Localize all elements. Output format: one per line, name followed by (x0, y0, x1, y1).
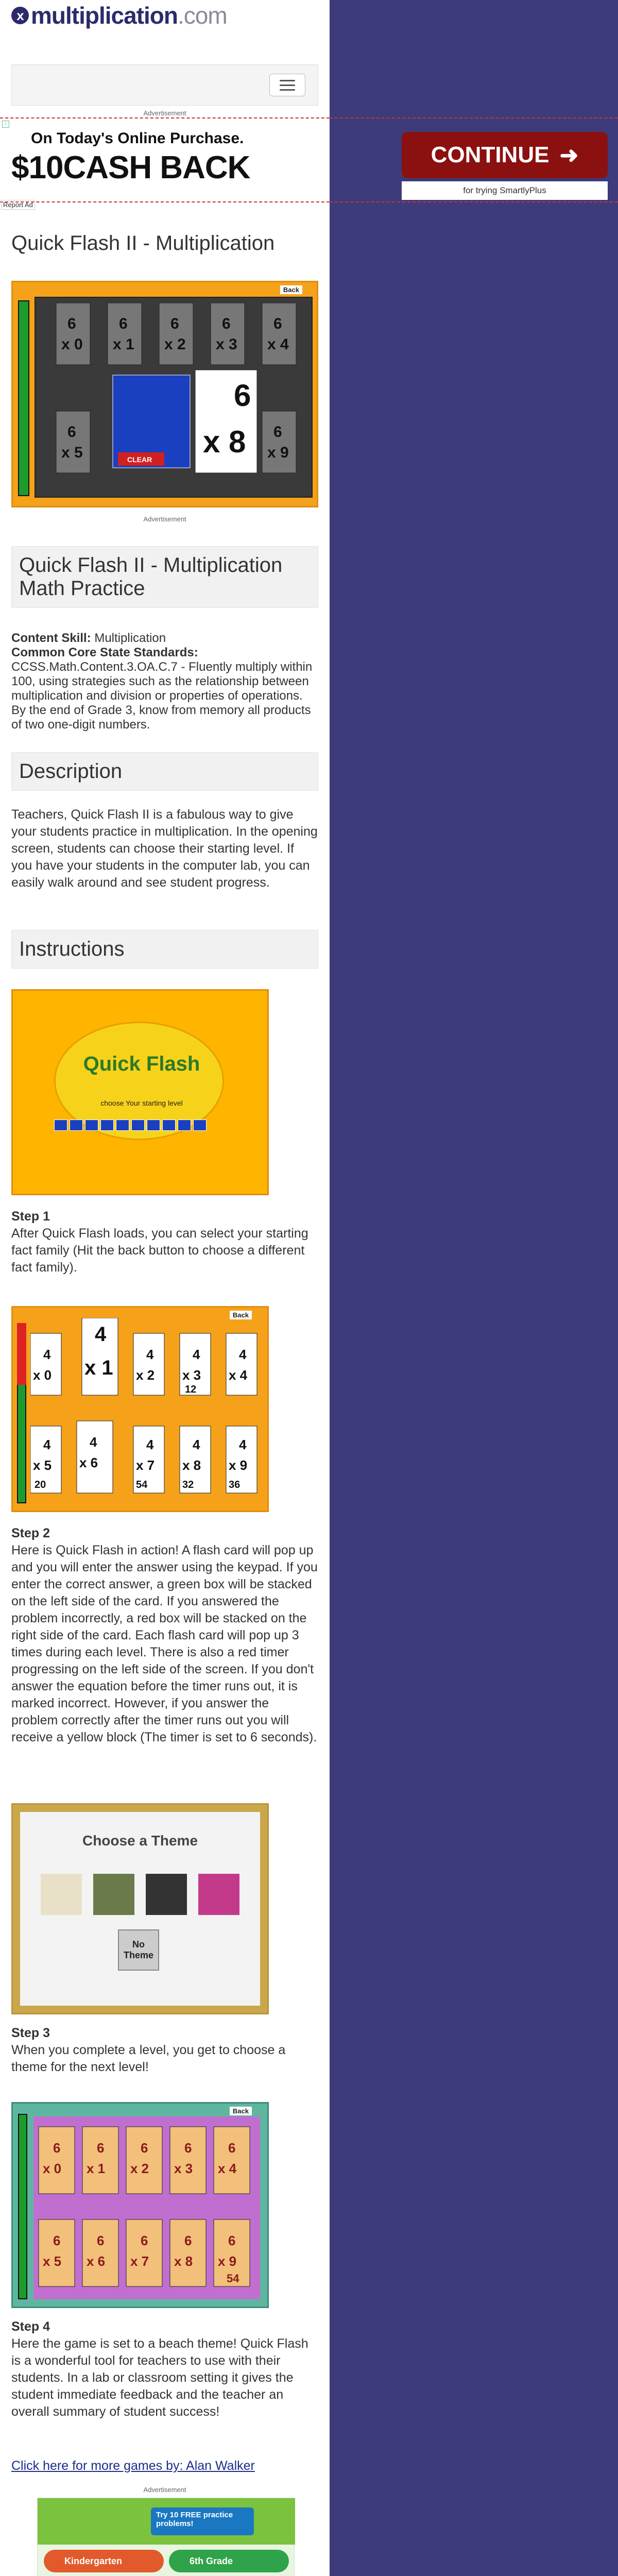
more-games-paragraph (11, 2458, 318, 2475)
skill-value: Multiplication (94, 631, 166, 645)
svg-text:6: 6 (234, 378, 251, 413)
theme-option-beach[interactable] (41, 1874, 82, 1915)
svg-text:6: 6 (53, 2233, 61, 2248)
theme-title: Choose a Theme (82, 1833, 198, 1849)
step2-screenshot (11, 1306, 269, 1512)
menu-toggle-button[interactable] (269, 74, 305, 96)
svg-text:x 4: x 4 (218, 2161, 237, 2176)
back-label: Back (230, 2107, 252, 2115)
svg-text:6: 6 (170, 315, 179, 332)
step3-screenshot (11, 1803, 269, 2014)
section-heading-instructions: Instructions (11, 930, 318, 969)
back-label: Back (230, 1311, 252, 1319)
level-button[interactable] (85, 1120, 98, 1131)
svg-text:x 1: x 1 (84, 1357, 113, 1379)
logo-name: multiplication (31, 2, 178, 29)
svg-text:x 0: x 0 (33, 1367, 52, 1383)
level-buttons[interactable] (54, 1120, 207, 1131)
svg-text:6: 6 (141, 2140, 148, 2156)
site-header (0, 0, 330, 31)
level-button[interactable] (147, 1120, 160, 1131)
skill-label: Content Skill: (11, 631, 91, 645)
svg-text:x 2: x 2 (130, 2161, 149, 2176)
theme-option-dino[interactable] (93, 1874, 134, 1915)
logo-mark: x (11, 7, 29, 24)
theme-option-space[interactable] (146, 1874, 187, 1915)
ad-sub-text: for trying SmartlyPlus (402, 181, 608, 200)
svg-text:x 3: x 3 (182, 1367, 201, 1383)
step-label: Step 2 (11, 1526, 50, 1540)
step-2 (11, 1525, 318, 1746)
step-text: When you complete a level, you get to choose a theme for the next level! (11, 2043, 286, 2074)
step-label: Step 4 (11, 2319, 50, 2334)
svg-text:x 8: x 8 (174, 2253, 193, 2269)
step-4 (11, 2318, 318, 2420)
svg-text:x 8: x 8 (182, 1458, 201, 1473)
no-theme-button[interactable]: No Theme (118, 1929, 159, 1971)
standards-block (11, 631, 318, 732)
ixl-grade-button[interactable]: 6th Grade (169, 2550, 289, 2572)
svg-text:6: 6 (184, 2140, 192, 2156)
svg-text:6: 6 (119, 315, 128, 332)
ixl-ad[interactable] (37, 2498, 295, 2576)
core-value: CCSS.Math.Content.3.OA.C.7 - Fluently multiply within 100, using strategies such as the relationship between multiplication and division or properties of operations. By the end of Grade 3, know from memory all products of two one-digit numbers. (11, 660, 313, 732)
svg-text:6: 6 (184, 2233, 192, 2248)
svg-text:54: 54 (136, 1479, 148, 1490)
svg-text:6: 6 (67, 315, 76, 332)
section-heading-practice: Quick Flash II - Multiplication Math Practice (11, 546, 318, 608)
svg-text:x 0: x 0 (43, 2161, 62, 2176)
ad-choices-icon[interactable]: i (2, 121, 9, 128)
flash-cards-graphic (36, 298, 314, 499)
nav-bar (11, 64, 318, 106)
svg-text:4: 4 (146, 1437, 154, 1452)
level-button[interactable] (54, 1120, 67, 1131)
svg-text:x 6: x 6 (79, 1455, 98, 1470)
timer-bar (18, 300, 29, 496)
svg-text:4: 4 (90, 1434, 97, 1450)
hamburger-line (280, 84, 295, 86)
ad-continue-button[interactable] (402, 132, 608, 178)
svg-text:x 8: x 8 (203, 425, 246, 459)
level-button[interactable] (116, 1120, 129, 1131)
theme-panel (20, 1812, 260, 2006)
level-button[interactable] (162, 1120, 176, 1131)
svg-text:x 4: x 4 (229, 1367, 248, 1383)
svg-text:12: 12 (185, 1384, 197, 1395)
svg-text:6: 6 (228, 2233, 236, 2248)
beach-cards-area (33, 2116, 260, 2299)
svg-text:6: 6 (273, 315, 282, 332)
back-label: Back (280, 285, 302, 294)
hamburger-icon (280, 80, 295, 81)
hamburger-line (280, 89, 295, 91)
svg-text:x 1: x 1 (113, 336, 134, 353)
svg-text:6: 6 (228, 2140, 236, 2156)
ixl-grade-button[interactable]: Kindergarten (44, 2550, 164, 2572)
flash-cards-graphic (30, 1318, 262, 1509)
more-games-link[interactable]: Click here for more games by: Alan Walker (11, 2459, 255, 2473)
svg-text:6: 6 (141, 2233, 148, 2248)
game-title-art: Quick Flash (83, 1053, 200, 1075)
section-heading-description: Description (11, 752, 318, 791)
level-button[interactable] (70, 1120, 83, 1131)
svg-text:x 2: x 2 (136, 1367, 155, 1383)
ad-line-2: $10CASH BACK (11, 150, 250, 185)
svg-text:4: 4 (239, 1347, 247, 1362)
svg-text:6: 6 (222, 315, 231, 332)
beach-cards-graphic (33, 2116, 260, 2299)
step-text: Here the game is set to a beach theme! Quick Flash is a wonderful tool for teachers to use with their students. In a lab or classroom setting it gives the student immediate feedback and the teacher an overall summary of student success! (11, 2336, 308, 2419)
clear-key: CLEAR (127, 455, 152, 464)
ixl-banner-text: Try 10 FREE practice problems! (151, 2507, 254, 2535)
theme-option-monster[interactable] (198, 1874, 239, 1915)
svg-text:x 5: x 5 (61, 444, 83, 461)
page-title: Quick Flash II - Multiplication (11, 232, 275, 255)
svg-text:x 9: x 9 (229, 1458, 248, 1473)
step-text: Here is Quick Flash in action! A flash card will pop up and you will enter the answer using the keypad. If you enter the correct answer, a green box will be stacked on the left side of the card. If you answered the problem incorrectly, a red box will be stacked on the right side of the card. Each flash card will pop up 3 times during each level. There is also a red timer progressing on the left side of the screen. If you don't answer the equation before the timer runs out, it is marked incorrect. However, if you answer the problem correctly after the timer runs out you will receive a yellow block (The timer is set to 6 seconds). (11, 1543, 318, 1744)
svg-text:x 5: x 5 (33, 1458, 52, 1473)
theme-options[interactable] (41, 1874, 239, 1915)
svg-text:x 0: x 0 (61, 336, 83, 353)
step-text: After Quick Flash loads, you can select your starting fact family (Hit the back button to choose a different fact family). (11, 1226, 308, 1275)
svg-text:x 4: x 4 (267, 336, 289, 353)
level-button[interactable] (131, 1120, 145, 1131)
ad-label-2: Advertisement (143, 515, 186, 523)
step-3 (11, 2025, 318, 2076)
svg-text:4: 4 (239, 1437, 247, 1452)
svg-text:x 3: x 3 (174, 2161, 193, 2176)
ixl-grade-grid (44, 2550, 289, 2576)
game-screenshot-main (11, 281, 318, 507)
step4-screenshot (11, 2102, 269, 2308)
svg-text:6: 6 (53, 2140, 61, 2156)
cashback-ad[interactable] (0, 117, 330, 202)
svg-text:32: 32 (182, 1479, 194, 1490)
step1-screenshot (11, 989, 269, 1195)
svg-text:54: 54 (227, 2272, 239, 2285)
timer-progress (17, 1323, 26, 1385)
level-button[interactable] (178, 1120, 191, 1131)
ad-line-1: On Today's Online Purchase. (31, 130, 244, 147)
step-label: Step 1 (11, 1209, 50, 1224)
level-button[interactable] (193, 1120, 207, 1131)
cards-area (35, 297, 313, 498)
step-label: Step 3 (11, 2026, 50, 2040)
ad-label: Advertisement (143, 109, 186, 117)
svg-text:x 9: x 9 (267, 444, 289, 461)
svg-text:4: 4 (193, 1347, 200, 1362)
step-1 (11, 1208, 318, 1276)
level-button[interactable] (100, 1120, 114, 1131)
ad-label-3: Advertisement (143, 2486, 186, 2494)
description-text: Teachers, Quick Flash II is a fabulous way to give your students practice in multiplication. In the opening screen, students can choose their starting level. If you have your students in the computer lab, you can easily walk around and see student progress. (11, 807, 318, 890)
svg-text:4: 4 (193, 1437, 200, 1452)
svg-text:x 7: x 7 (130, 2253, 149, 2269)
level-prompt: choose Your starting level (100, 1099, 183, 1107)
site-logo[interactable] (11, 2, 227, 29)
svg-text:x 3: x 3 (216, 336, 237, 353)
svg-text:6: 6 (97, 2233, 105, 2248)
svg-text:4: 4 (43, 1437, 51, 1452)
arrow-right-icon: ➜ (559, 142, 579, 168)
svg-text:20: 20 (35, 1479, 46, 1490)
svg-text:4: 4 (146, 1347, 154, 1362)
svg-text:4: 4 (43, 1347, 51, 1362)
svg-text:x 5: x 5 (43, 2253, 62, 2269)
svg-text:6: 6 (67, 423, 76, 440)
svg-text:x 1: x 1 (87, 2161, 106, 2176)
ad-continue-label: CONTINUE (431, 142, 550, 167)
svg-text:x 2: x 2 (164, 336, 186, 353)
svg-text:x 9: x 9 (218, 2253, 237, 2269)
svg-text:36: 36 (229, 1479, 241, 1490)
svg-text:x 6: x 6 (87, 2253, 106, 2269)
svg-text:x 7: x 7 (136, 1458, 155, 1473)
timer-bar (18, 2114, 27, 2299)
svg-text:6: 6 (97, 2140, 105, 2156)
svg-text:6: 6 (273, 423, 282, 440)
svg-text:4: 4 (95, 1323, 107, 1346)
logo-domain: .com (178, 2, 227, 29)
core-label: Common Core State Standards: (11, 646, 198, 659)
report-ad-link[interactable]: Report Ad (1, 200, 35, 210)
